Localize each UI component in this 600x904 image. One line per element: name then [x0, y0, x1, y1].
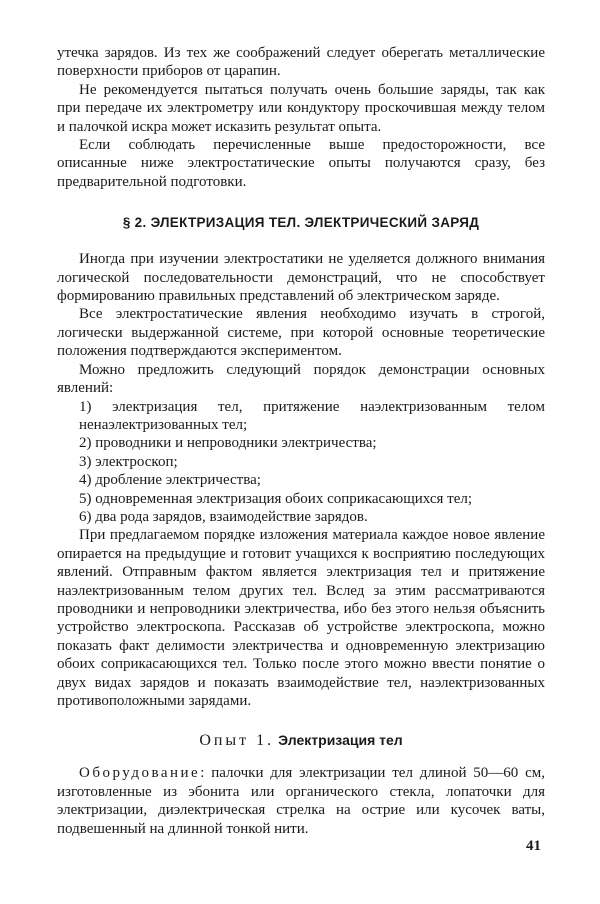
list-item: 1) электризация тел, притяжение наэлектризованным телом ненаэлектризованных тел;	[79, 398, 545, 433]
page-body	[57, 44, 545, 838]
paragraph: утечка зарядов. Из тех же соображений следует оберегать металлические поверхности приборов от царапин.	[57, 45, 545, 80]
paragraph: Все электростатические явления необходимо изучать в строгой, логически выдержанной системе, при которой основные теоретические положения подтверждаются экспериментом.	[57, 306, 545, 360]
page-number: 41	[526, 838, 541, 854]
paragraph: Если соблюдать перечисленные выше предосторожности, все описанные ниже электростатические опыты получаются сразу, без предварительной подготовки.	[57, 137, 545, 190]
section-heading: § 2. ЭЛЕКТРИЗАЦИЯ ТЕЛ. ЭЛЕКТРИЧЕСКИЙ ЗАРЯД	[122, 215, 480, 231]
demonstration-order-list	[57, 398, 545, 527]
paragraph: Можно предложить следующий порядок демонстрации основных явлений:	[57, 361, 545, 397]
equipment-paragraph	[57, 764, 545, 838]
list-item: 6) два рода зарядов, взаимодействие зарядов.	[79, 508, 368, 525]
equipment-label: Оборудование	[79, 765, 201, 782]
experiment-title: Электризация тел	[278, 732, 403, 749]
list-item: 5) одновременная электризация обоих соприкасающихся тел;	[79, 490, 473, 507]
list-item: 3) электроскоп;	[79, 453, 178, 470]
paragraph: Не рекомендуется пытаться получать очень большие заряды, так как при передаче их электрометру или кондуктору проскочившая между телом и палочкой искра может исказить результат опыта.	[57, 81, 545, 135]
list-item: 2) проводники и непроводники электричества;	[79, 435, 377, 452]
list-item: 4) дробление электричества;	[79, 472, 261, 489]
paragraph: Иногда при изучении электростатики не уделяется должного внимания логической последовательности демонстраций, что не способствует формированию правильных представлений об электрическом заряде.	[57, 251, 545, 305]
equipment-text: : палочки для электризации тел длиной 50—60 см, изготовленные из эбонита или органического стекла, лопаточки для электризации, диэлектрическая стрелка на острие или кусочек ваты, подвешенный на длинной тонкой нити.	[57, 765, 545, 837]
paragraph: При предлагаемом порядке изложения материала каждое новое явление опирается на предыдущие и готовит учащихся к восприятию последующих явлений. Отправным фактом является электризация тел и притяжение наэлектризованным телом других тел. Вслед за этим рассматриваются проводники и непроводники электричества, ибо без этого нельзя объяснить устройство электроскопа. Рассказав об устройстве электроскопа, можно показать факт делимости электричества и одновременную электризацию обоих соприкасающихся тел. Только после этого можно ввести понятие о двух видах зарядов и показать взаимодействие тел, наэлектризованных противоположными зарядами.	[57, 527, 545, 709]
experiment-number: Опыт 1.	[199, 732, 275, 750]
experiment-heading	[57, 732, 545, 750]
